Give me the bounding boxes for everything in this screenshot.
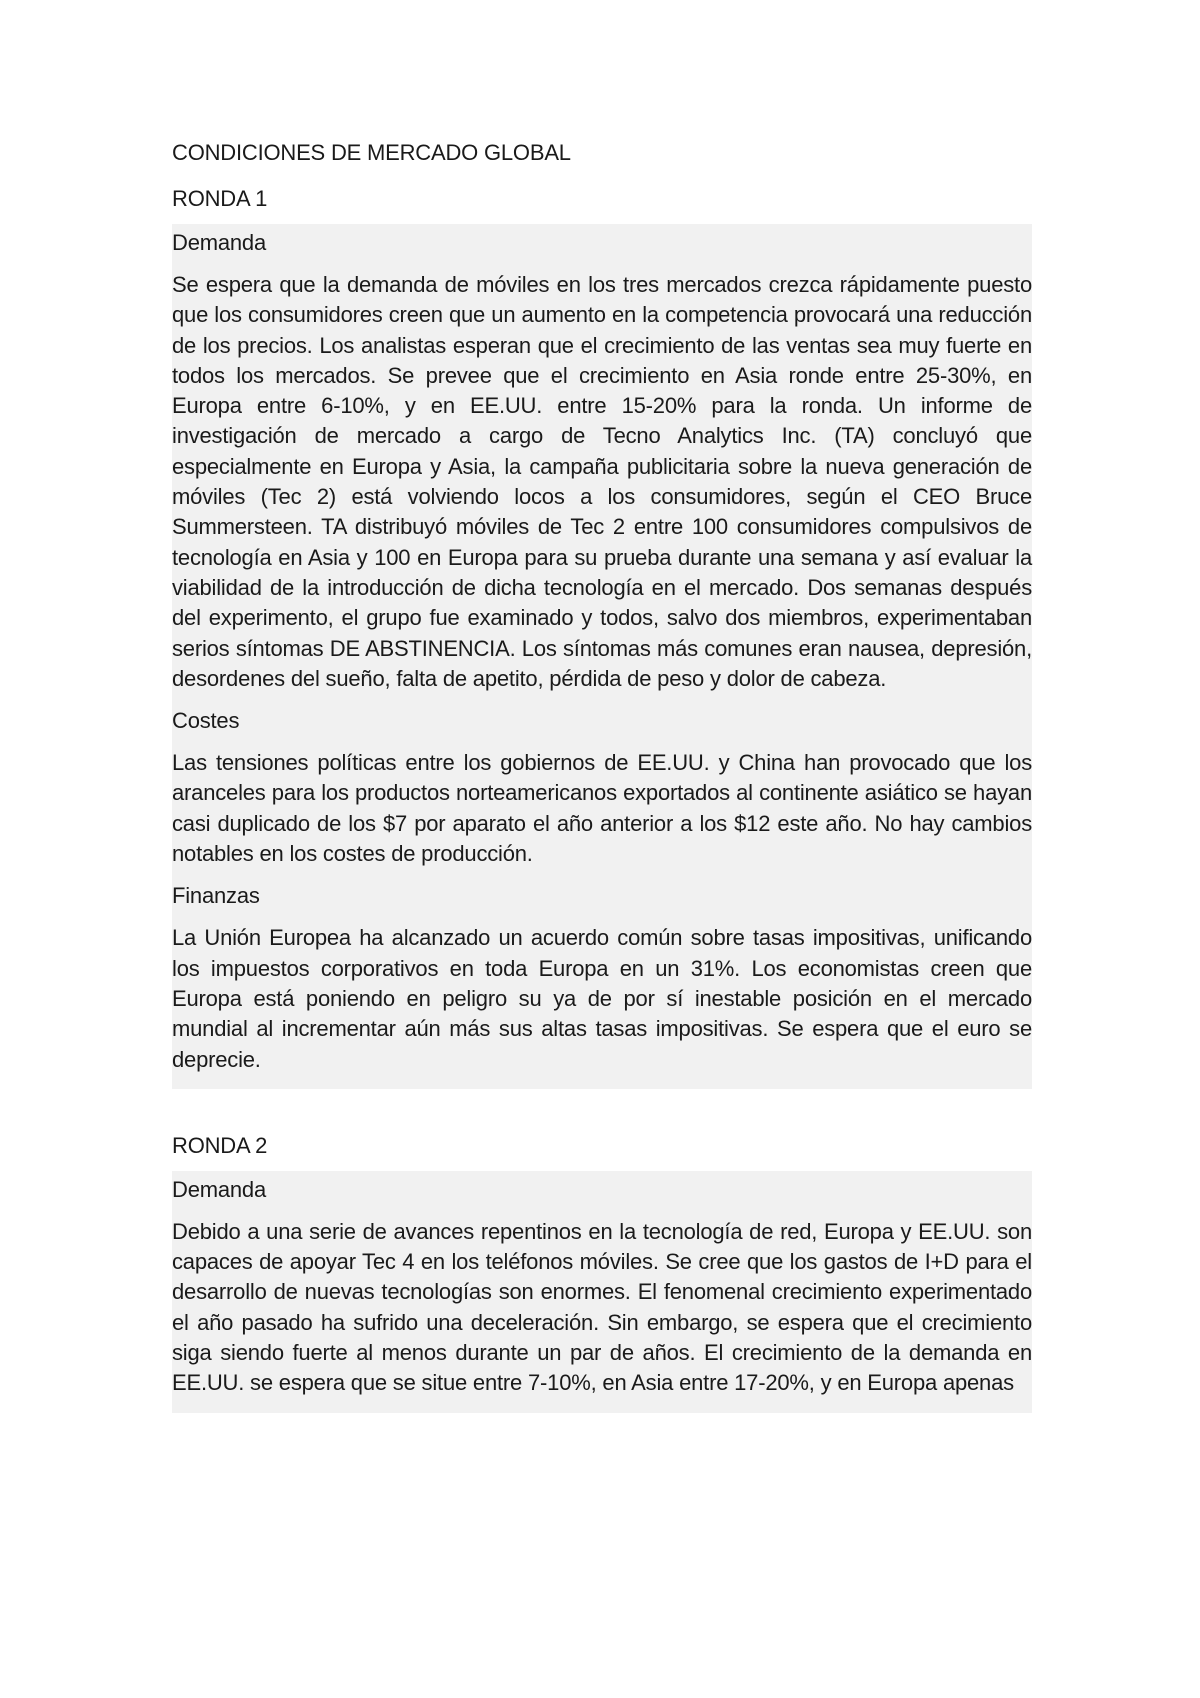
round-title: RONDA 2	[172, 1132, 268, 1158]
round-content	[172, 1171, 1032, 1413]
round-2	[172, 1131, 1032, 1413]
section-demanda	[172, 228, 1032, 694]
section-heading: Demanda	[172, 1176, 266, 1202]
section-heading: Costes	[172, 708, 240, 734]
section-finanzas	[172, 881, 1032, 1074]
document-page	[172, 138, 1032, 1413]
round-1	[172, 184, 1032, 1089]
round-title: RONDA 1	[172, 186, 268, 211]
section-paragraph: La Unión Europea ha alcanzado un acuerdo común sobre tasas impositivas, unificando los impuestos corporativos en toda Europa en un 31%. Los economistas creen que Europa está poniendo en peligro su ya de por sí inestable posición en el mercado mundial al incrementar aún más sus altas tasas impositivas. Se espera que el euro se deprecie.	[172, 925, 1032, 1072]
round-content	[172, 224, 1032, 1089]
section-costes	[172, 706, 1032, 869]
section-paragraph: Se espera que la demanda de móviles en los tres mercados crezca rápidamente puesto que los consumidores creen que un aumento en la competencia provocará una reducción de los precios. Los analistas esperan que el crecimiento de las ventas sea muy fuerte en todos los mercados. Se prevee que el crecimiento en Asia ronde entre 25-30%, en Europa entre 6-10%, y en EE.UU. entre 15-20% para la ronda. Un informe de investigación de mercado a cargo de Tecno Analytics Inc. (TA) concluyó que especialmente en Europa y Asia, la campaña publicitaria sobre la nueva generación de móviles (Tec 2) está volviendo locos a los consumidores, según el CEO Bruce Summersteen. TA distribuyó móviles de Tec 2 entre 100 consumidores compulsivos de tecnología en Asia y 100 en Europa para su prueba durante una semana y así evaluar la viabilidad de la introducción de dicha tecnología en el mercado. Dos semanas después del experimento, el grupo fue examinado y todos, salvo dos miembros, experimentaban serios síntomas DE ABSTINENCIA. Los síntomas más comunes eran nausea, depresión, desordenes del sueño, falta de apetito, pérdida de peso y dolor de cabeza.	[172, 272, 1032, 691]
section-heading: Demanda	[172, 230, 266, 255]
section-heading: Finanzas	[172, 883, 260, 909]
section-demanda	[172, 1175, 1032, 1399]
document-title: CONDICIONES DE MERCADO GLOBAL	[172, 140, 571, 165]
section-paragraph: Debido a una serie de avances repentinos en la tecnología de red, Europa y EE.UU. son capaces de apoyar Tec 4 en los teléfonos móviles. Se cree que los gastos de I+D para el desarrollo de nuevas tecnologías son enormes. El fenomenal crecimiento experimentado el año pasado ha sufrido una deceleración. Sin embargo, se espera que el crecimiento siga siendo fuerte al menos durante un par de años. El crecimiento de la demanda en EE.UU. se espera que se situe entre 7-10%, en Asia entre 17-20%, y en Europa apenas	[172, 1218, 1032, 1396]
section-paragraph: Las tensiones políticas entre los gobiernos de EE.UU. y China han provocado que los aranceles para los productos norteamericanos exportados al continente asiático se hayan casi duplicado de los $7 por aparato el año anterior a los $12 este año. No hay cambios notables en los costes de producción.	[172, 750, 1032, 867]
